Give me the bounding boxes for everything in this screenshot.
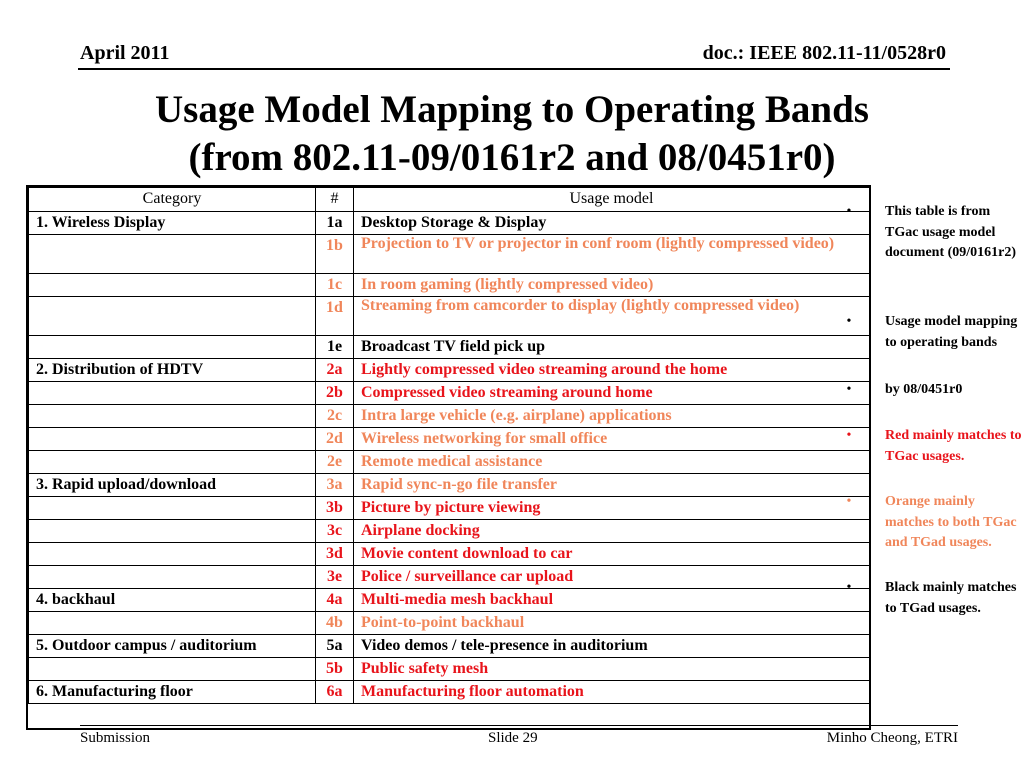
cell-category: 3. Rapid upload/download [29, 474, 316, 497]
cell-number: 1b [316, 235, 354, 274]
bullet-icon: • [846, 204, 852, 219]
cell-category [29, 543, 316, 566]
slide-title-line2: (from 802.11-09/0161r2 and 08/0451r0) [188, 136, 836, 179]
footer-author: Minho Cheong, ETRI [826, 730, 958, 746]
bullet-icon: • [846, 314, 852, 329]
footer-slide-number: Slide 29 [488, 730, 538, 746]
cell-number: 5a [316, 635, 354, 658]
cell-category [29, 336, 316, 359]
slide-title [40, 86, 984, 182]
cell-category [29, 235, 316, 274]
cell-usage-model: Manufacturing floor automation [354, 681, 870, 704]
slide-title-line1: Usage Model Mapping to Operating Bands [155, 88, 869, 131]
note-black-legend [842, 578, 1022, 619]
cell-number: 1c [316, 274, 354, 297]
bullet-icon: • [846, 382, 852, 397]
header-doc-id: doc.: IEEE 802.11-11/0528r0 [702, 42, 946, 64]
cell-number: 3e [316, 566, 354, 589]
table-row [29, 474, 870, 497]
footer-divider [80, 725, 958, 726]
table-row [29, 566, 870, 589]
cell-usage-model: Compressed video streaming around home [354, 382, 870, 405]
cell-usage-model: Multi-media mesh backhaul [354, 589, 870, 612]
table-row [29, 405, 870, 428]
cell-number: 6a [316, 681, 354, 704]
usage-model-table [28, 187, 870, 704]
cell-category: 6. Manufacturing floor [29, 681, 316, 704]
note-red-legend [842, 426, 1022, 467]
note-orange-legend [842, 492, 1022, 554]
cell-usage-model: Point-to-point backhaul [354, 612, 870, 635]
cell-number: 1e [316, 336, 354, 359]
cell-usage-model: Streaming from camcorder to display (lightly compressed video) [354, 297, 870, 336]
cell-usage-model: Picture by picture viewing [354, 497, 870, 520]
cell-usage-model: Airplane docking [354, 520, 870, 543]
usage-model-table-frame [26, 185, 871, 730]
cell-number: 2d [316, 428, 354, 451]
cell-usage-model: Public safety mesh [354, 658, 870, 681]
cell-number: 2e [316, 451, 354, 474]
table-row [29, 451, 870, 474]
cell-category [29, 274, 316, 297]
cell-usage-model: Rapid sync-n-go file transfer [354, 474, 870, 497]
table-row [29, 382, 870, 405]
table-row [29, 297, 870, 336]
table-row [29, 359, 870, 382]
cell-number: 5b [316, 658, 354, 681]
footer-submission: Submission [80, 730, 151, 746]
table-row [29, 497, 870, 520]
cell-number: 1a [316, 212, 354, 235]
cell-category [29, 405, 316, 428]
cell-number: 2b [316, 382, 354, 405]
note-text: by 08/0451r0 [885, 382, 963, 397]
cell-category: 1. Wireless Display [29, 212, 316, 235]
note-mapping [842, 312, 1022, 353]
cell-category [29, 451, 316, 474]
cell-number: 2c [316, 405, 354, 428]
header-usage-model: Usage model [354, 188, 870, 212]
cell-number: 3d [316, 543, 354, 566]
cell-number: 4a [316, 589, 354, 612]
note-text: Orange mainly matches to both TGac and TGad usages. [885, 494, 1017, 550]
cell-usage-model: Intra large vehicle (e.g. airplane) applications [354, 405, 870, 428]
cell-usage-model: Movie content download to car [354, 543, 870, 566]
table-row [29, 543, 870, 566]
table-row [29, 635, 870, 658]
note-text: Black mainly matches to TGad usages. [885, 580, 1017, 616]
cell-usage-model: Video demos / tele-presence in auditorium [354, 635, 870, 658]
cell-category: 4. backhaul [29, 589, 316, 612]
cell-usage-model: Remote medical assistance [354, 451, 870, 474]
cell-category [29, 658, 316, 681]
cell-number: 3c [316, 520, 354, 543]
cell-number: 2a [316, 359, 354, 382]
header-divider [78, 68, 950, 70]
table-row [29, 428, 870, 451]
table-row [29, 658, 870, 681]
table-row [29, 212, 870, 235]
note-text: Red mainly matches to TGac usages. [885, 428, 1022, 464]
cell-usage-model: Projection to TV or projector in conf room (lightly compressed video) [354, 235, 870, 274]
cell-number: 4b [316, 612, 354, 635]
table-row [29, 612, 870, 635]
cell-usage-model: Police / surveillance car upload [354, 566, 870, 589]
cell-number: 3b [316, 497, 354, 520]
cell-usage-model: In room gaming (lightly compressed video) [354, 274, 870, 297]
cell-category: 5. Outdoor campus / auditorium [29, 635, 316, 658]
cell-category [29, 428, 316, 451]
table-row [29, 336, 870, 359]
table-header-row [29, 188, 870, 212]
header-date: April 2011 [80, 42, 170, 64]
cell-category [29, 497, 316, 520]
cell-usage-model: Lightly compressed video streaming around the home [354, 359, 870, 382]
table-row [29, 589, 870, 612]
note-text: Usage model mapping to operating bands [885, 314, 1018, 350]
cell-usage-model: Wireless networking for small office [354, 428, 870, 451]
cell-category [29, 297, 316, 336]
table-row [29, 681, 870, 704]
table-row [29, 274, 870, 297]
cell-category [29, 382, 316, 405]
note-source [842, 202, 1022, 264]
cell-category [29, 520, 316, 543]
bullet-icon: • [846, 428, 852, 443]
cell-category [29, 612, 316, 635]
cell-number: 3a [316, 474, 354, 497]
table-row [29, 520, 870, 543]
cell-usage-model: Broadcast TV field pick up [354, 336, 870, 359]
cell-number: 1d [316, 297, 354, 336]
cell-category [29, 566, 316, 589]
bullet-icon: • [846, 580, 852, 595]
cell-usage-model: Desktop Storage & Display [354, 212, 870, 235]
bullet-icon: • [846, 494, 852, 509]
header-number: # [316, 188, 354, 212]
note-reference [842, 380, 1022, 401]
cell-category: 2. Distribution of HDTV [29, 359, 316, 382]
header-category: Category [29, 188, 316, 212]
note-text: This table is from TGac usage model document (09/0161r2) [885, 204, 1017, 260]
table-row [29, 235, 870, 274]
